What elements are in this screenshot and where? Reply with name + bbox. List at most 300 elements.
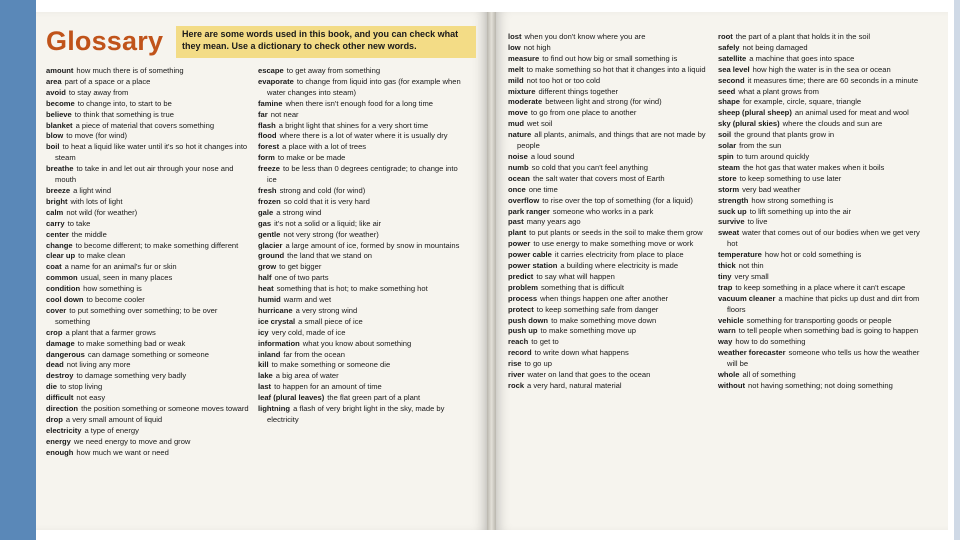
glossary-entry: [508, 196, 713, 207]
glossary-term: shape: [718, 97, 740, 107]
glossary-definition: to be less than 0 degrees centigrade; to change into ice: [267, 164, 458, 185]
glossary-definition: to turn around quickly: [736, 151, 810, 161]
glossary-entry: [718, 152, 923, 163]
glossary-term: mixture: [508, 86, 536, 96]
glossary-term: believe: [46, 109, 72, 119]
glossary-entry: [258, 241, 463, 252]
glossary-entry: [258, 284, 463, 295]
glossary-entry: [718, 316, 923, 327]
glossary-definition: when there isn't enough food for a long time: [285, 98, 433, 108]
glossary-definition: with lots of light: [70, 196, 123, 206]
glossary-term: moderate: [508, 97, 543, 107]
glossary-entry: [718, 87, 923, 98]
glossary-entry: [508, 65, 713, 76]
glossary-term: second: [718, 75, 745, 85]
glossary-term: fresh: [258, 185, 277, 195]
glossary-entry: [46, 437, 251, 448]
glossary-term: leaf (plural leaves): [258, 393, 325, 403]
glossary-definition: very small: [734, 271, 769, 281]
glossary-entry: [46, 448, 251, 459]
glossary-term: frozen: [258, 196, 281, 206]
glossary-definition: water that comes out of our bodies when we get very hot: [727, 228, 920, 249]
glossary-definition: between light and strong (for wind): [545, 97, 662, 107]
glossary-definition: the salt water that covers most of Earth: [532, 173, 665, 183]
glossary-term: low: [508, 42, 521, 52]
glossary-definition: someone who tells us how the weather will be: [727, 348, 920, 369]
glossary-title: Glossary: [46, 26, 164, 56]
glossary-term: vacuum cleaner: [718, 293, 776, 303]
glossary-definition: strong and cold (for wind): [279, 185, 366, 195]
glossary-term: warn: [718, 326, 736, 336]
glossary-term: rock: [508, 381, 525, 390]
glossary-definition: not thin: [738, 261, 764, 271]
glossary-definition: to rise over the top of something (for a liquid): [542, 195, 693, 205]
glossary-definition: to tell people when something bad is going to happen: [738, 326, 919, 336]
glossary-entry: [258, 404, 463, 426]
glossary-definition: to keep something in a place where it can't escape: [735, 282, 906, 292]
glossary-term: river: [508, 370, 525, 380]
glossary-term: enough: [46, 447, 74, 457]
glossary-entry: [258, 153, 463, 164]
glossary-definition: far from the ocean: [283, 349, 345, 359]
glossary-term: mild: [508, 75, 524, 85]
glossary-entry: [258, 230, 463, 241]
glossary-definition: what you know about something: [302, 338, 412, 348]
glossary-definition: wet soil: [527, 119, 553, 129]
glossary-entry: [258, 262, 463, 273]
glossary-entry: [46, 219, 251, 230]
glossary-entry: [508, 97, 713, 108]
glossary-entry: [508, 32, 713, 43]
glossary-definition: to make something move up: [540, 326, 636, 336]
glossary-definition: a very small amount of liquid: [65, 415, 163, 424]
glossary-entry: [46, 121, 251, 132]
glossary-term: drop: [46, 415, 63, 424]
glossary-term: energy: [46, 436, 71, 446]
glossary-term: push up: [508, 326, 538, 336]
glossary-term: nature: [508, 130, 532, 140]
glossary-definition: to lift something up into the air: [749, 206, 852, 216]
glossary-definition: to think that something is true: [74, 109, 174, 119]
glossary-entry: [508, 261, 713, 272]
glossary-term: last: [258, 382, 272, 392]
glossary-term: change: [46, 240, 73, 250]
glossary-term: melt: [508, 64, 524, 74]
glossary-term: icy: [258, 327, 269, 337]
glossary-entry: [508, 108, 713, 119]
glossary-definition: the position something or someone moves toward: [81, 404, 249, 414]
glossary-definition: to happen for an amount of time: [274, 382, 382, 392]
glossary-term: problem: [508, 282, 538, 292]
glossary-entry: [508, 359, 713, 370]
glossary-term: die: [46, 382, 57, 392]
glossary-term: humid: [258, 295, 281, 305]
glossary-term: storm: [718, 184, 740, 194]
right-page: [496, 12, 948, 530]
glossary-term: calm: [46, 207, 64, 217]
glossary-term: push down: [508, 315, 549, 325]
glossary-entry: [258, 328, 463, 339]
glossary-definition: to go up: [524, 359, 552, 369]
book-gutter: [487, 12, 496, 530]
glossary-term: strength: [718, 195, 749, 205]
glossary-term: gas: [258, 218, 272, 228]
glossary-entry: [718, 196, 923, 207]
glossary-definition: not very strong (for weather): [283, 229, 379, 239]
glossary-entry: [258, 110, 463, 121]
glossary-term: far: [258, 109, 268, 119]
glossary-entry: [508, 305, 713, 316]
glossary-entry: [718, 250, 923, 261]
glossary-entry: [46, 208, 251, 219]
glossary-definition: to make something so hot that it changes into a liquid: [526, 64, 706, 74]
glossary-definition: what a plant grows from: [738, 86, 819, 96]
glossary-term: ground: [258, 251, 285, 261]
glossary-entry: [46, 131, 251, 142]
glossary-entry: [258, 186, 463, 197]
glossary-entry: [258, 219, 463, 230]
glossary-term: lightning: [258, 404, 291, 414]
glossary-definition: different things together: [538, 86, 619, 96]
glossary-term: breeze: [46, 185, 71, 195]
glossary-term: ocean: [508, 173, 530, 183]
glossary-entry: [718, 141, 923, 152]
glossary-term: boil: [46, 142, 60, 152]
glossary-entry: [508, 348, 713, 359]
glossary-term: inland: [258, 349, 281, 359]
glossary-definition: the flat green part of a plant: [327, 393, 421, 403]
glossary-entry: [718, 228, 923, 250]
glossary-definition: it measures time; there are 60 seconds in a minute: [747, 75, 919, 85]
glossary-entry: [508, 217, 713, 228]
glossary-term: flash: [258, 120, 276, 130]
glossary-term: measure: [508, 53, 540, 63]
glossary-term: center: [46, 229, 69, 239]
glossary-definition: the land that we stand on: [287, 251, 373, 261]
glossary-term: bright: [46, 196, 68, 206]
glossary-definition: a building where electricity is made: [560, 261, 679, 271]
glossary-term: once: [508, 184, 526, 194]
glossary-definition: a machine that goes into space: [749, 53, 855, 63]
glossary-term: damage: [46, 338, 75, 348]
glossary-term: dead: [46, 360, 64, 370]
glossary-definition: to take: [67, 218, 91, 228]
glossary-definition: a bright light that shines for a very short time: [278, 120, 429, 130]
glossary-definition: we need energy to move and grow: [73, 436, 191, 446]
glossary-definition: where there is a lot of water where it is usually dry: [279, 131, 448, 141]
glossary-entry: [508, 326, 713, 337]
glossary-entry: [508, 76, 713, 87]
glossary-column-3: [508, 32, 713, 392]
glossary-term: sheep (plural sheep): [718, 108, 792, 118]
glossary-definition: to keep something to use later: [739, 173, 842, 183]
glossary-definition: to get away from something: [286, 66, 381, 75]
glossary-term: avoid: [46, 87, 66, 97]
glossary-definition: to put something over something; to be over something: [55, 305, 218, 326]
glossary-term: whole: [718, 370, 740, 380]
glossary-definition: to heat a liquid like water until it's so hot it changes into steam: [55, 142, 248, 163]
glossary-term: solar: [718, 141, 737, 151]
glossary-definition: to go from one place to another: [530, 108, 637, 118]
glossary-entry: [46, 197, 251, 208]
glossary-entry: [258, 371, 463, 382]
glossary-definition: a large amount of ice, formed by snow in mountains: [285, 240, 460, 250]
glossary-term: difficult: [46, 393, 74, 403]
glossary-entry: [718, 217, 923, 228]
glossary-term: area: [46, 76, 62, 86]
glossary-entry: [718, 32, 923, 43]
glossary-column-1: [46, 66, 251, 459]
glossary-entry: [258, 77, 463, 99]
glossary-entry: [258, 121, 463, 132]
glossary-definition: where the clouds and sun are: [782, 119, 883, 129]
glossary-definition: to make something or someone die: [271, 360, 391, 370]
glossary-entry: [508, 130, 713, 152]
glossary-entry: [718, 163, 923, 174]
glossary-term: noise: [508, 151, 528, 161]
glossary-definition: something that is hot; to make something hot: [276, 284, 428, 294]
glossary-entry: [258, 197, 463, 208]
glossary-definition: to make something move down: [551, 315, 657, 325]
glossary-term: gentle: [258, 229, 281, 239]
glossary-term: cover: [46, 305, 67, 315]
glossary-term: past: [508, 217, 524, 227]
glossary-definition: to damage something very badly: [76, 371, 187, 381]
glossary-term: electricity: [46, 425, 82, 435]
glossary-term: rise: [508, 359, 522, 369]
glossary-term: power cable: [508, 250, 552, 260]
glossary-definition: something for transporting goods or people: [746, 315, 892, 325]
glossary-term: trap: [718, 282, 733, 292]
glossary-term: seed: [718, 86, 736, 96]
glossary-definition: not easy: [76, 393, 106, 403]
glossary-definition: to stop living: [59, 382, 103, 392]
glossary-definition: to make clean: [78, 251, 126, 261]
glossary-entry: [46, 142, 251, 164]
glossary-entry: [718, 108, 923, 119]
glossary-entry: [258, 208, 463, 219]
glossary-entry: [508, 381, 713, 392]
glossary-term: soil: [718, 130, 732, 140]
glossary-term: sky (plural skies): [718, 119, 780, 129]
glossary-definition: a loud sound: [530, 151, 575, 161]
glossary-term: clear up: [46, 251, 76, 261]
glossary-entry: [46, 393, 251, 404]
glossary-term: power station: [508, 261, 558, 271]
glossary-term: condition: [46, 284, 81, 294]
glossary-term: evaporate: [258, 76, 294, 86]
glossary-definition: when you don't know where you are: [524, 32, 646, 41]
glossary-definition: it carries electricity from place to place: [554, 250, 684, 260]
glossary-definition: to change into, to start to be: [77, 98, 172, 108]
glossary-term: reach: [508, 337, 529, 347]
glossary-definition: an animal used for meat and wool: [794, 108, 909, 118]
glossary-entry: [718, 185, 923, 196]
glossary-entry: [46, 350, 251, 361]
glossary-term: mud: [508, 119, 525, 129]
glossary-entry: [258, 339, 463, 350]
glossary-definition: all plants, animals, and things that are not made by people: [517, 130, 706, 151]
glossary-entry: [258, 295, 463, 306]
glossary-definition: how much we want or need: [76, 447, 169, 457]
glossary-entry: [718, 97, 923, 108]
glossary-term: kill: [258, 360, 269, 370]
glossary-entry: [46, 241, 251, 252]
glossary-term: glacier: [258, 240, 283, 250]
glossary-definition: the ground that plants grow in: [734, 130, 835, 140]
glossary-definition: how to do something: [735, 337, 806, 347]
glossary-term: blanket: [46, 120, 73, 130]
glossary-entry: [46, 186, 251, 197]
glossary-entry: [258, 142, 463, 153]
glossary-definition: the hot gas that water makes when it boils: [742, 162, 885, 172]
glossary-definition: to take in and let out air through your nose and mouth: [55, 164, 234, 185]
glossary-definition: one time: [528, 184, 558, 194]
glossary-definition: a big area of water: [275, 371, 339, 381]
glossary-entry: [508, 272, 713, 283]
glossary-term: safely: [718, 42, 740, 52]
glossary-term: half: [258, 273, 272, 283]
glossary-definition: how strong something is: [751, 195, 834, 205]
glossary-entry: [508, 250, 713, 261]
glossary-column-4: [718, 32, 923, 392]
glossary-definition: a small piece of ice: [298, 316, 363, 326]
glossary-term: record: [508, 348, 532, 358]
glossary-column-2: [258, 66, 463, 426]
glossary-entry: [508, 119, 713, 130]
glossary-term: park ranger: [508, 206, 550, 216]
glossary-term: flood: [258, 131, 277, 141]
book-spread: [36, 12, 948, 530]
glossary-definition: very cold, made of ice: [271, 327, 346, 337]
glossary-entry: [46, 404, 251, 415]
glossary-term: overflow: [508, 195, 540, 205]
glossary-definition: a place with a lot of trees: [282, 142, 367, 152]
glossary-entry: [46, 230, 251, 241]
glossary-entry: [508, 163, 713, 174]
glossary-definition: to change from liquid into gas (for example when water changes into steam): [267, 76, 461, 97]
glossary-entry: [718, 381, 923, 392]
glossary-entry: [718, 174, 923, 185]
glossary-entry: [258, 306, 463, 317]
glossary-definition: to keep something safe from danger: [536, 304, 659, 314]
glossary-entry: [46, 251, 251, 262]
glossary-entry: [718, 207, 923, 218]
glossary-entry: [508, 152, 713, 163]
glossary-term: suck up: [718, 206, 747, 216]
glossary-entry: [258, 393, 463, 404]
glossary-definition: so cold that you can't feel anything: [531, 162, 648, 172]
glossary-entry: [508, 207, 713, 218]
glossary-entry: [46, 284, 251, 295]
glossary-definition: to get to: [531, 337, 559, 347]
glossary-entry: [508, 43, 713, 54]
glossary-definition: something that is difficult: [540, 282, 624, 292]
glossary-entry: [718, 54, 923, 65]
glossary-definition: a light wind: [73, 185, 112, 195]
glossary-definition: from the sun: [739, 141, 782, 151]
glossary-definition: to make something bad or weak: [77, 338, 186, 348]
glossary-entry: [508, 54, 713, 65]
glossary-entry: [258, 99, 463, 110]
glossary-term: sweat: [718, 228, 740, 238]
glossary-definition: to become different; to make something different: [75, 240, 239, 250]
glossary-term: freeze: [258, 164, 280, 174]
glossary-entry: [46, 77, 251, 88]
glossary-definition: how hot or cold something is: [764, 250, 862, 260]
glossary-definition: can damage something or someone: [87, 349, 209, 359]
glossary-entry: [718, 272, 923, 283]
glossary-entry: [46, 382, 251, 393]
glossary-definition: not high: [523, 42, 551, 52]
glossary-definition: many years ago: [526, 217, 581, 227]
glossary-term: dangerous: [46, 349, 85, 359]
glossary-entry: [718, 119, 923, 130]
glossary-definition: a name for an animal's fur or skin: [64, 262, 177, 272]
slide-accent-bar-right: [954, 0, 960, 540]
glossary-term: move: [508, 108, 528, 118]
glossary-definition: to move (for wind): [66, 131, 128, 141]
glossary-term: spin: [718, 151, 734, 161]
glossary-term: amount: [46, 66, 74, 75]
glossary-entry: [508, 294, 713, 305]
glossary-entry: [718, 43, 923, 54]
glossary-term: plant: [508, 228, 527, 238]
glossary-definition: not wild (for weather): [66, 207, 138, 217]
glossary-term: direction: [46, 404, 79, 414]
slide-accent-bar: [0, 0, 36, 540]
glossary-term: process: [508, 293, 538, 303]
glossary-definition: for example, circle, square, triangle: [742, 97, 862, 107]
glossary-definition: warm and wet: [283, 295, 332, 305]
left-page: [36, 12, 487, 530]
glossary-definition: to put plants or seeds in the soil to make them grow: [529, 228, 703, 238]
glossary-term: destroy: [46, 371, 74, 381]
glossary-definition: someone who works in a park: [552, 206, 654, 216]
glossary-term: become: [46, 98, 75, 108]
glossary-term: vehicle: [718, 315, 744, 325]
glossary-entry: [718, 130, 923, 141]
glossary-term: survive: [718, 217, 745, 227]
glossary-definition: not having something; not doing something: [748, 381, 893, 390]
glossary-entry: [508, 316, 713, 327]
glossary-entry: [46, 360, 251, 371]
glossary-term: store: [718, 173, 737, 183]
glossary-term: breathe: [46, 164, 74, 174]
glossary-definition: to become cooler: [86, 295, 145, 305]
glossary-entry: [258, 317, 463, 328]
glossary-term: satellite: [718, 53, 747, 63]
glossary-definition: when things happen one after another: [540, 293, 669, 303]
glossary-entry: [46, 262, 251, 273]
glossary-definition: water on land that goes to the ocean: [527, 370, 651, 380]
glossary-entry: [508, 239, 713, 250]
glossary-term: information: [258, 338, 300, 348]
glossary-definition: a type of energy: [84, 425, 139, 435]
glossary-entry: [718, 65, 923, 76]
glossary-term: way: [718, 337, 733, 347]
glossary-definition: a flash of very bright light in the sky, made by electricity: [267, 404, 445, 424]
glossary-definition: a strong wind: [276, 207, 322, 217]
glossary-entry: [46, 306, 251, 328]
glossary-entry: [46, 415, 251, 426]
glossary-term: tiny: [718, 271, 732, 281]
glossary-entry: [46, 273, 251, 284]
glossary-entry: [718, 261, 923, 272]
glossary-entry: [718, 294, 923, 316]
glossary-term: temperature: [718, 250, 762, 260]
glossary-definition: to write down what happens: [534, 348, 629, 358]
